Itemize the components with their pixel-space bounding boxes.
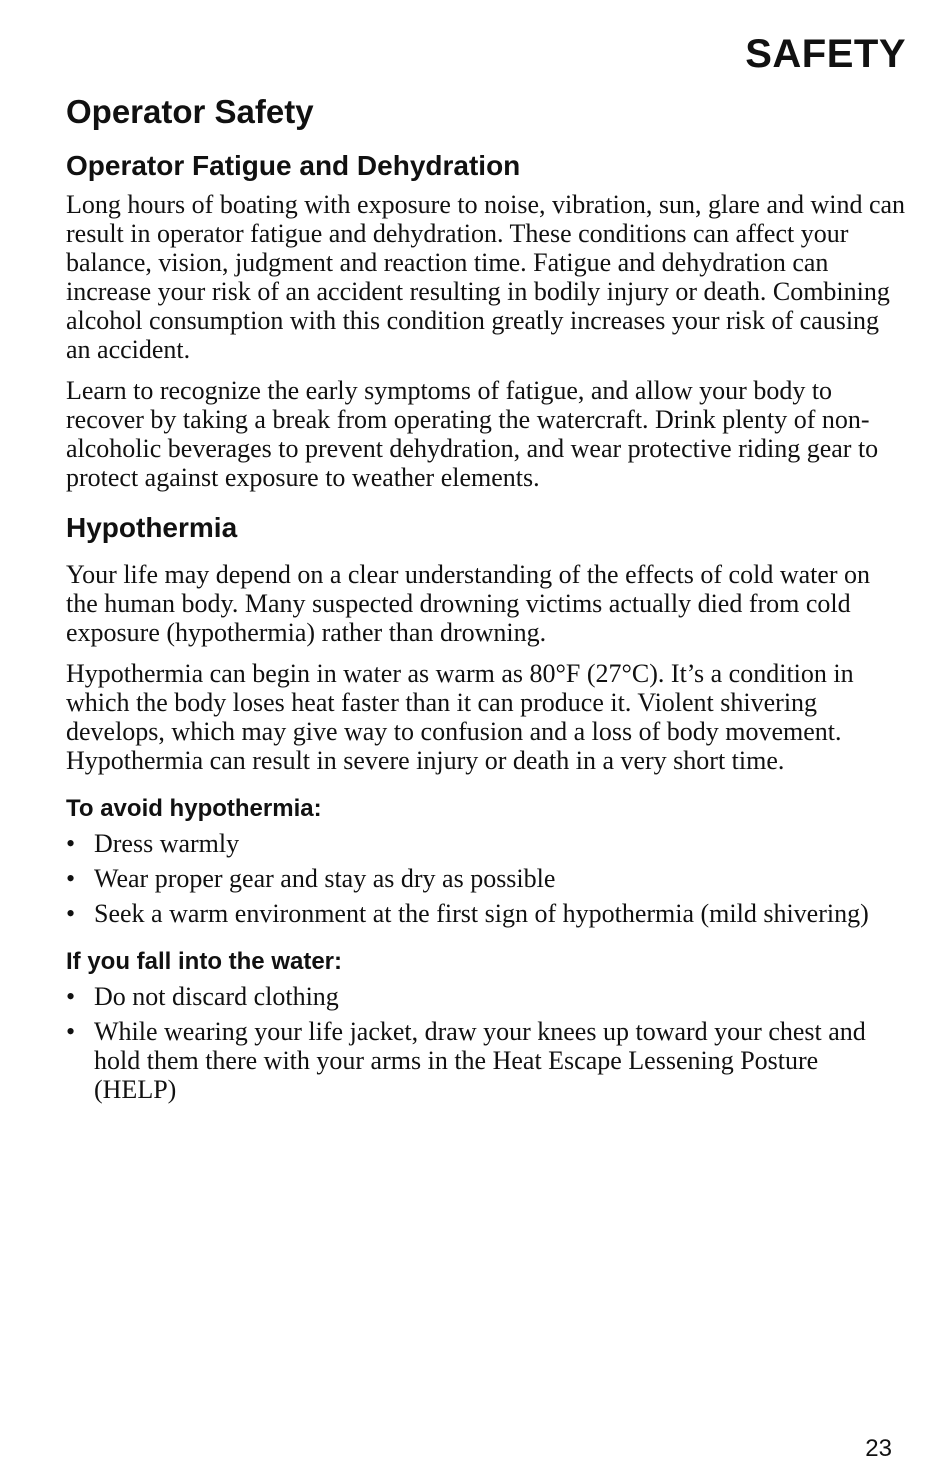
page-number: 23 <box>865 1435 892 1462</box>
hypothermia-paragraph-2: Hypothermia can begin in water as warm as 80°F (27°C). It’s a condition in which the body loses heat faster than it can produce it. Violent shivering develops, which may give way to confusion and a loss of body movement. Hypothermia can result in severe injury or death in a very short time. <box>66 659 854 775</box>
section-header: SAFETY <box>745 32 906 76</box>
hypothermia-paragraph-1: Your life may depend on a clear understanding of the effects of cold water on the human body. Many suspected drowning victims actually died from cold exposure (hypothermia) rather than drowning. <box>66 560 871 647</box>
page-content <box>66 92 906 1110</box>
fatigue-heading: Operator Fatigue and Dehydration <box>66 150 521 181</box>
list-item: • Dress warmly <box>66 829 906 858</box>
hypothermia-heading: Hypothermia <box>66 512 238 543</box>
fatigue-section <box>66 148 906 492</box>
avoid-hypothermia-heading: To avoid hypothermia: <box>66 795 322 822</box>
fatigue-paragraph-1: Long hours of boating with exposure to noise, vibration, sun, glare and wind can result in operator fatigue and dehydration. These conditions can affect your balance, vision, judgment and reaction time. Fatigue and dehydration can increase your risk of an accident resulting in bodily injury or death. Combining alcohol consumption with this condition greatly increases your risk of causing an accident. <box>66 190 906 364</box>
fatigue-paragraph-2: Learn to recognize the early symptoms of fatigue, and allow your body to recover by taking a break from operating the watercraft. Drink plenty of non-alcoholic beverages to prevent dehydration, and wear protective riding gear to protect against exposure to weather elements. <box>66 376 879 492</box>
avoid-hypothermia-list <box>66 829 906 928</box>
fall-into-water-list <box>66 982 906 1104</box>
list-item: • Do not discard clothing <box>66 982 906 1011</box>
list-item: • Seek a warm environment at the first sign of hypothermia (mild shivering) <box>66 899 906 928</box>
list-item: • Wear proper gear and stay as dry as possible <box>66 864 906 893</box>
list-item: • While wearing your life jacket, draw your knees up toward your chest and hold them there with your arms in the Heat Escape Lessening Posture (HELP) <box>66 1017 906 1104</box>
hypothermia-section <box>66 510 906 1104</box>
page-title: Operator Safety <box>66 93 314 130</box>
fall-into-water-heading: If you fall into the water: <box>66 948 343 975</box>
